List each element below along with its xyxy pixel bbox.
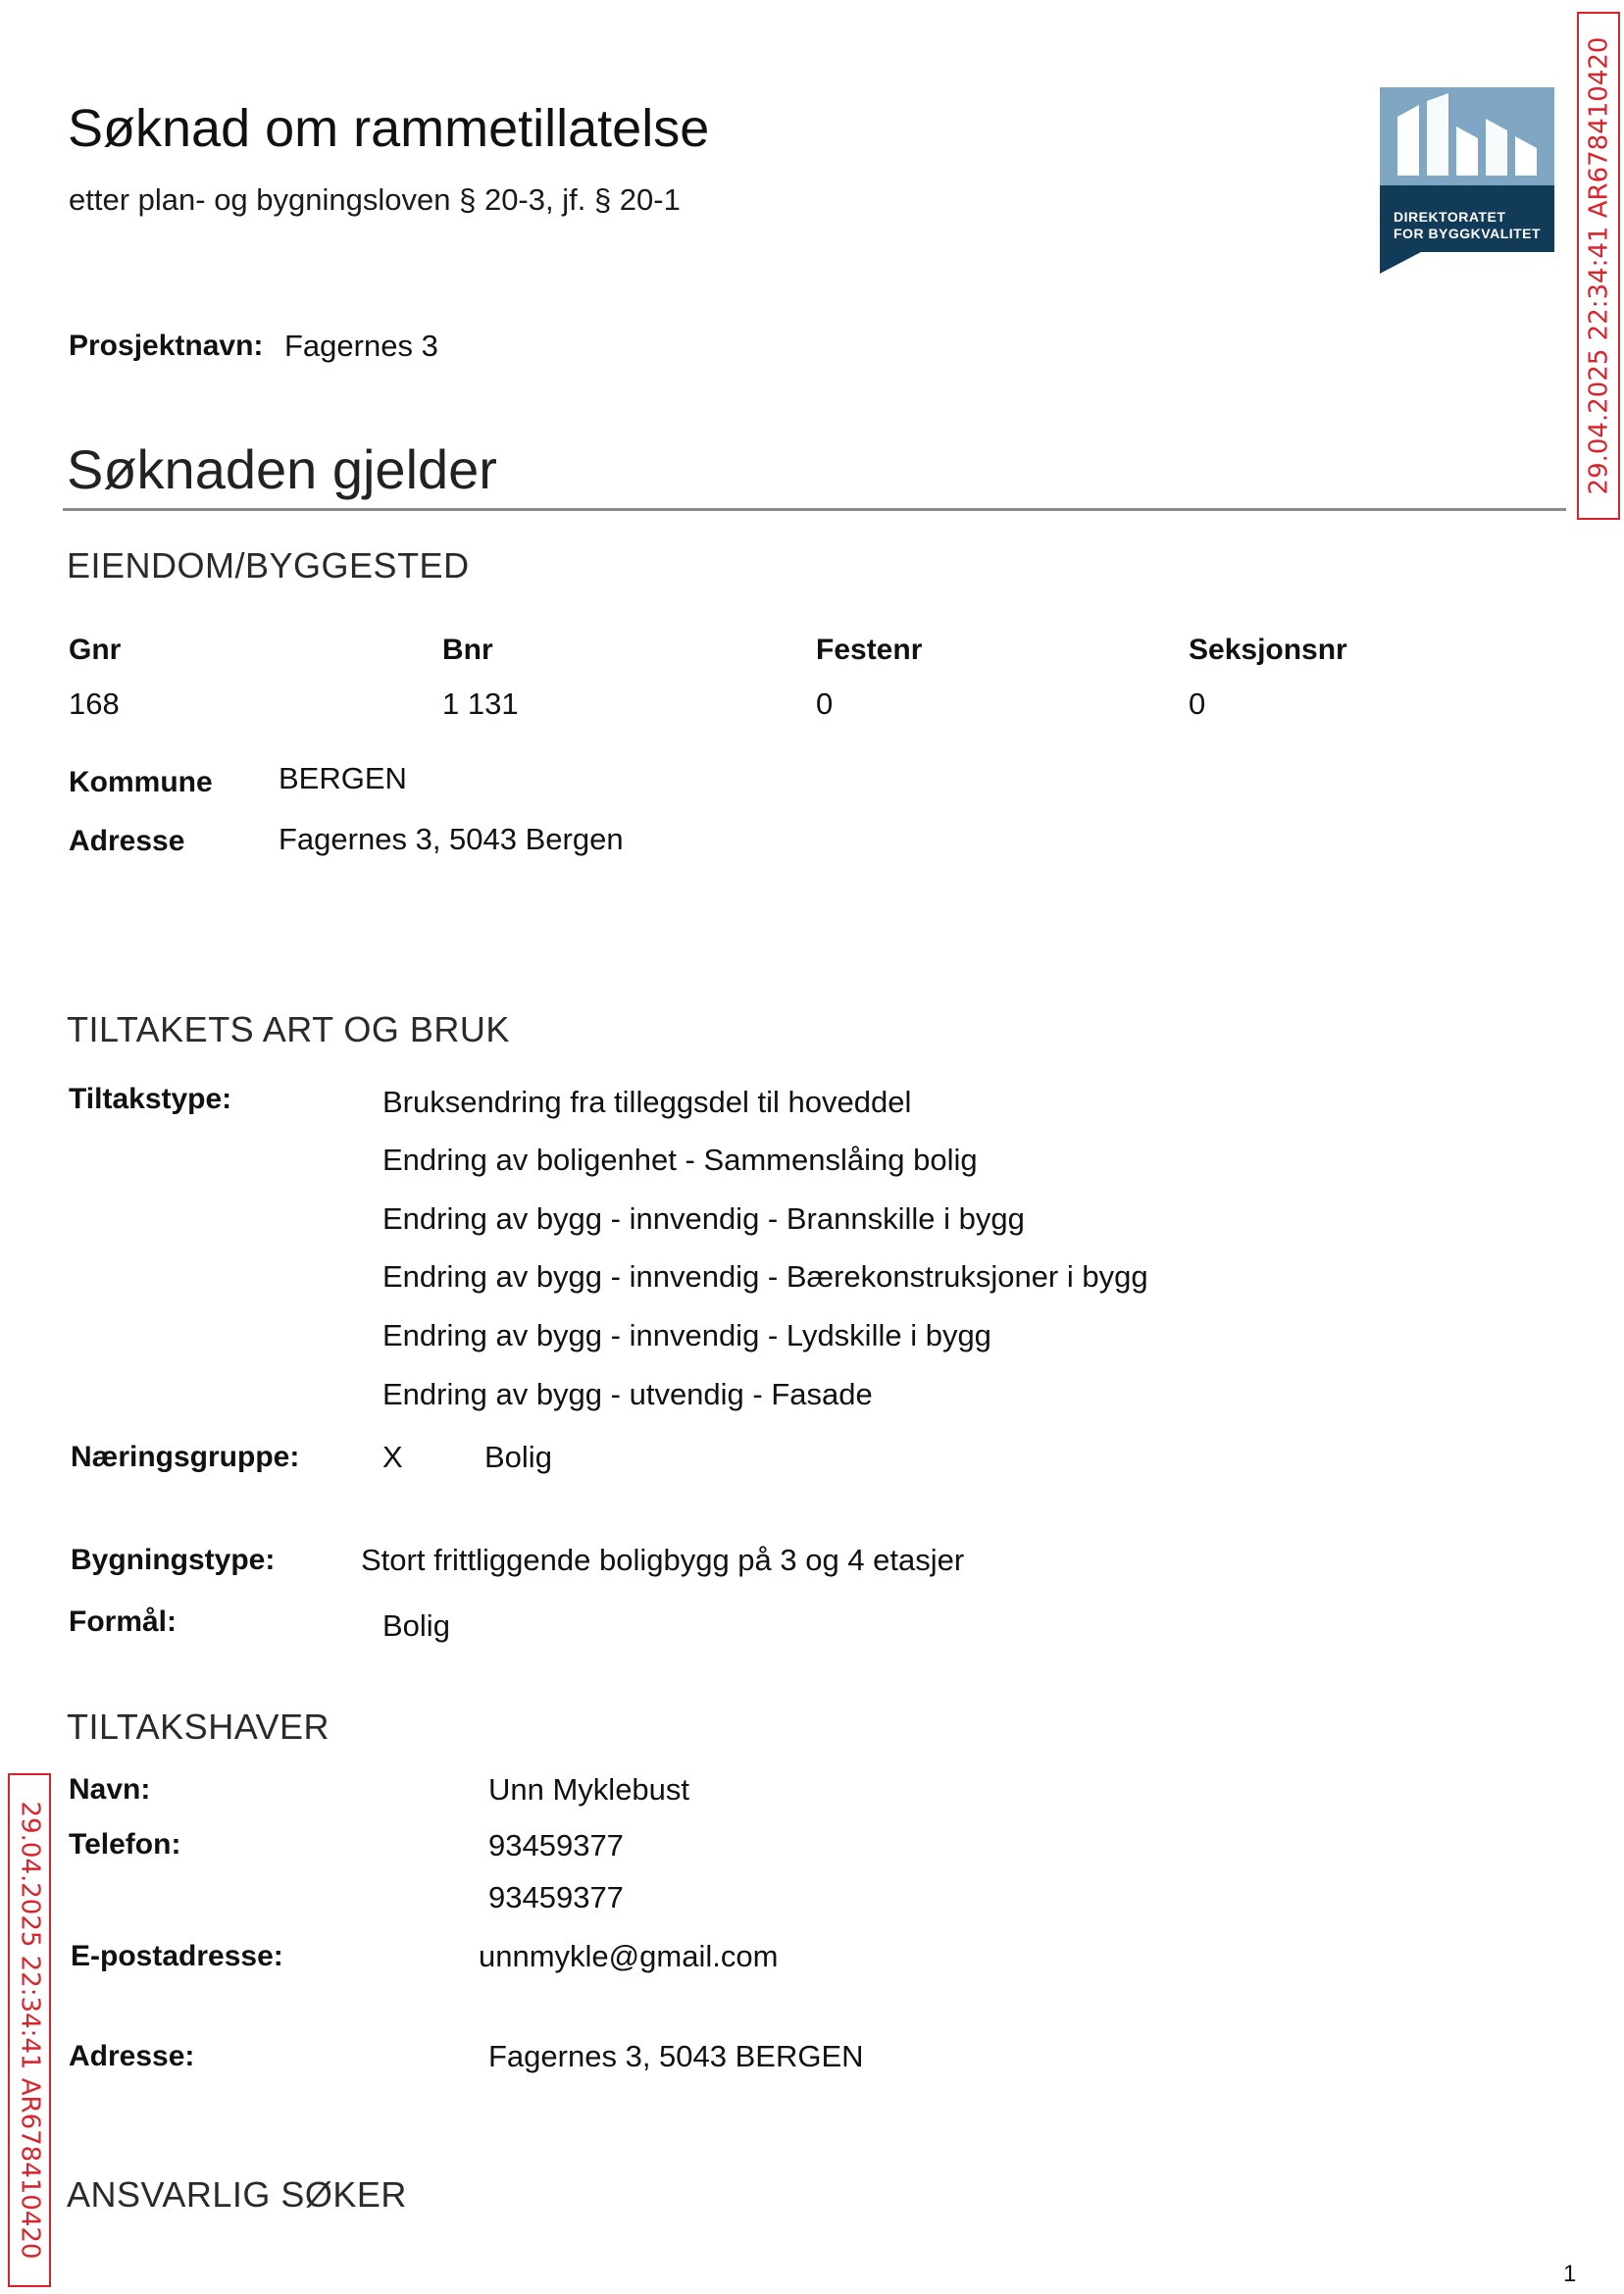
logo-graphic <box>1380 87 1554 185</box>
naeringsgruppe-label: Næringsgruppe: <box>71 1441 300 1473</box>
tiltakshaver-heading: TILTAKSHAVER <box>67 1707 330 1747</box>
logo-text <box>1394 209 1541 242</box>
section-title: Søknaden gjelder <box>67 438 497 500</box>
tiltakstype-item: Endring av bygg - innvendig - Brannskille i bygg <box>382 1201 1025 1236</box>
section-divider <box>63 508 1566 511</box>
tiltakstype-item: Endring av bygg - innvendig - Lydskille i bygg <box>382 1318 991 1352</box>
festenr-value: 0 <box>816 687 834 721</box>
formaal-value: Bolig <box>382 1608 450 1643</box>
seksjonsnr-value: 0 <box>1189 687 1206 721</box>
logo-line-2: FOR BYGGKVALITET <box>1394 226 1542 241</box>
tiltakstype-item: Endring av bygg - utvendig - Fasade <box>382 1377 873 1411</box>
naeringsgruppe-code: X <box>382 1440 403 1474</box>
project-name-label: Prosjektnavn: <box>69 330 264 362</box>
seksjonsnr-label: Seksjonsnr <box>1189 634 1347 666</box>
stamp-text: 29.04.2025 22:34:41 AR678410420 <box>1584 36 1613 495</box>
navn-label: Navn: <box>69 1773 151 1806</box>
tiltak-heading: TILTAKETS ART OG BRUK <box>67 1009 510 1049</box>
adresse-value: Fagernes 3, 5043 Bergen <box>279 822 624 856</box>
epost-label: E-postadresse: <box>71 1940 283 1972</box>
project-name-value: Fagernes 3 <box>284 329 438 363</box>
epost-value: unnmykle@gmail.com <box>479 1939 779 1973</box>
logo-tail <box>1380 252 1421 274</box>
eiendom-heading: EIENDOM/BYGGESTED <box>67 545 470 586</box>
timestamp-stamp-top <box>1577 12 1620 520</box>
gnr-label: Gnr <box>69 634 122 666</box>
ansvarlig-soker-heading: ANSVARLIG SØKER <box>67 2174 407 2215</box>
kommune-value: BERGEN <box>279 761 407 795</box>
bygningstype-label: Bygningstype: <box>71 1544 276 1576</box>
dibk-logo <box>1380 87 1554 252</box>
tiltakstype-item: Bruksendring fra tilleggsdel til hoveddel <box>382 1085 912 1119</box>
tiltakshaver-adresse-value: Fagernes 3, 5043 BERGEN <box>488 2039 864 2073</box>
timestamp-stamp-side <box>8 1773 51 2287</box>
tiltakstype-label: Tiltakstype: <box>69 1083 232 1115</box>
navn-value: Unn Myklebust <box>488 1772 690 1807</box>
logo-line-1: DIREKTORATET <box>1394 209 1506 225</box>
naeringsgruppe-value: Bolig <box>484 1440 552 1474</box>
tiltakstype-item: Endring av boligenhet - Sammenslåing bolig <box>382 1143 978 1177</box>
page-number: 1 <box>1563 2261 1577 2287</box>
bygningstype-value: Stort frittliggende boligbygg på 3 og 4 etasjer <box>361 1543 965 1577</box>
document-title: Søknad om rammetillatelse <box>68 99 710 158</box>
tiltakstype-item: Endring av bygg - innvendig - Bærekonstruksjoner i bygg <box>382 1259 1148 1294</box>
formaal-label: Formål: <box>69 1606 178 1638</box>
adresse-label: Adresse <box>69 825 185 857</box>
document-subtitle: etter plan- og bygningsloven § 20-3, jf. § 20-1 <box>69 182 681 217</box>
bnr-value: 1 131 <box>442 687 519 721</box>
bnr-label: Bnr <box>442 634 493 666</box>
kommune-label: Kommune <box>69 766 213 798</box>
telefon-value: 93459377 <box>488 1880 624 1914</box>
telefon-label: Telefon: <box>69 1828 181 1861</box>
festenr-label: Festenr <box>816 634 923 666</box>
telefon-value: 93459377 <box>488 1828 624 1862</box>
stamp-text: 29.04.2025 22:34:41 AR678410420 <box>15 1801 44 2260</box>
gnr-value: 168 <box>69 687 120 721</box>
tiltakshaver-adresse-label: Adresse: <box>69 2040 195 2072</box>
